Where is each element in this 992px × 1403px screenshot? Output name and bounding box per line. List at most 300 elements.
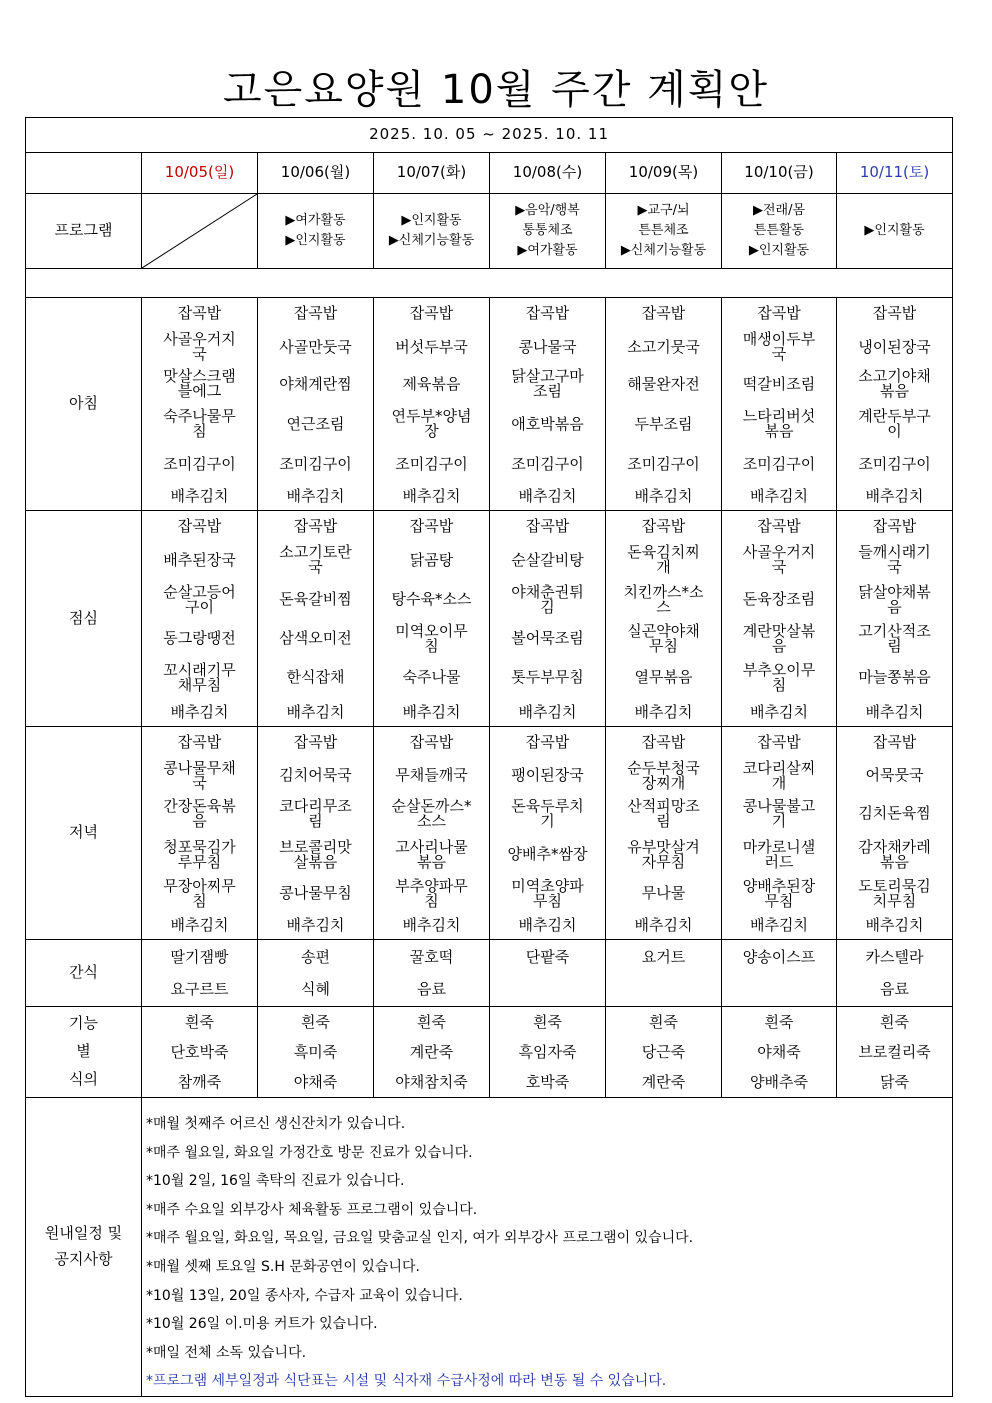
diet-label-line: 기능 xyxy=(69,1014,98,1033)
diet-list xyxy=(258,1008,373,1097)
page-title: 고은요양원 10월 주간 계획안 xyxy=(222,67,770,113)
program-cell xyxy=(722,194,837,269)
diet-list xyxy=(837,1008,952,1097)
lunch-item-text: 잡곡밥 xyxy=(641,517,686,535)
lunch-item-text: 고기산적조림 xyxy=(858,621,931,655)
lunch-item-text: 배추김치 xyxy=(518,702,577,721)
lunch-item-text: 야채춘권튀김 xyxy=(511,582,584,616)
lunch-item-text: 배추김치 xyxy=(865,702,924,721)
breakfast-item-text: 매생이두부국 xyxy=(742,330,816,363)
corner-cell xyxy=(26,153,142,194)
diet-item-text: 계란죽 xyxy=(641,1072,686,1091)
day-header: 10/08(수) xyxy=(490,153,606,194)
program-cell xyxy=(490,194,606,269)
dinner-item xyxy=(142,876,257,912)
lunch-item-text: 닭곰탕 xyxy=(409,550,454,569)
lunch-item-text: 배추김치 xyxy=(402,702,461,721)
breakfast-item-text: 배추김치 xyxy=(865,487,924,505)
lunch-item-text: 치킨까스*소스 xyxy=(623,582,704,616)
dinner-item xyxy=(258,794,373,834)
notice-item: *매월 셋째 토요일 S.H 문화공연이 있습니다. xyxy=(146,1258,420,1275)
diet-item xyxy=(722,1038,836,1068)
snack-item-text: 송편 xyxy=(301,947,330,966)
diet-label-line: 식의 xyxy=(69,1069,98,1088)
lunch-item xyxy=(258,621,373,657)
snack-row xyxy=(26,940,953,1007)
dinner-item-text: 콩나물불고기 xyxy=(742,796,816,830)
dinner-item-text: 감자채카레볶음 xyxy=(858,837,931,871)
dinner-item xyxy=(142,758,257,794)
lunch-item xyxy=(374,699,489,726)
diet-list xyxy=(142,1008,257,1097)
snack-list xyxy=(606,941,721,1006)
lunch-item xyxy=(374,512,489,542)
lunch-item xyxy=(490,621,605,657)
lunch-cell xyxy=(142,511,258,727)
breakfast-list xyxy=(837,299,952,510)
breakfast-cell xyxy=(258,298,374,511)
breakfast-item xyxy=(490,329,605,366)
breakfast-item xyxy=(258,403,373,446)
dinner-item-text: 미역초양파무침 xyxy=(511,876,584,910)
dinner-list xyxy=(837,728,952,939)
lunch-item xyxy=(837,542,952,579)
diet-item xyxy=(490,1008,605,1038)
lunch-item-text: 실곤약야채무침 xyxy=(627,621,700,655)
dinner-item xyxy=(722,834,836,876)
breakfast-item xyxy=(490,484,605,510)
lunch-item xyxy=(142,699,257,726)
breakfast-item-text: 잡곡밥 xyxy=(641,304,686,322)
diet-cell xyxy=(142,1007,258,1098)
diet-item-text: 흑미죽 xyxy=(293,1043,338,1061)
dinner-item xyxy=(490,876,605,912)
lunch-item xyxy=(722,542,836,579)
lunch-item xyxy=(490,699,605,726)
diet-item xyxy=(722,1068,836,1097)
breakfast-item xyxy=(490,366,605,403)
diet-item-text: 양배추죽 xyxy=(750,1072,808,1091)
breakfast-item xyxy=(258,366,373,403)
breakfast-cell xyxy=(374,298,490,511)
lunch-item xyxy=(490,657,605,699)
dinner-row xyxy=(26,727,953,940)
program-empty-cell xyxy=(142,194,258,269)
dinner-cell xyxy=(837,727,953,940)
breakfast-item xyxy=(606,484,721,510)
diet-item xyxy=(374,1038,489,1068)
breakfast-item-text: 배추김치 xyxy=(518,487,577,505)
dinner-item-text: 배추김치 xyxy=(750,915,808,934)
lunch-cell xyxy=(722,511,837,727)
diet-item-text: 계란죽 xyxy=(409,1043,454,1061)
notice-row xyxy=(26,1098,953,1397)
program-item: ▶음악/행복 xyxy=(515,202,580,218)
breakfast-item xyxy=(374,366,489,403)
breakfast-item-text: 잡곡밥 xyxy=(293,304,338,322)
diet-label xyxy=(26,1007,142,1098)
lunch-item-text: 삼색오미전 xyxy=(279,629,352,647)
dinner-list xyxy=(258,728,373,939)
diet-item-text: 당근죽 xyxy=(641,1043,686,1061)
program-list xyxy=(490,201,605,261)
dinner-item-text: 배추김치 xyxy=(170,915,229,934)
lunch-item-text: 잡곡밥 xyxy=(872,517,917,535)
lunch-item xyxy=(142,579,257,621)
notice-list xyxy=(142,1098,952,1396)
diet-list xyxy=(722,1008,836,1097)
lunch-item-text: 잡곡밥 xyxy=(525,517,570,535)
lunch-item xyxy=(606,512,721,542)
dinner-item-text: 간장돈육볶음 xyxy=(163,796,236,830)
dinner-label: 저녁 xyxy=(26,727,142,940)
dinner-item xyxy=(374,728,489,758)
program-list xyxy=(258,211,373,251)
lunch-item xyxy=(258,542,373,579)
breakfast-item xyxy=(837,484,952,510)
breakfast-item-text: 닭살고구마조림 xyxy=(511,367,584,400)
lunch-item-text: 배추된장국 xyxy=(163,550,236,569)
notice-label-line: 원내일정 및 xyxy=(44,1224,123,1243)
dinner-item-text: 코다리무조림 xyxy=(279,796,352,830)
dinner-item-text: 어묵뭇국 xyxy=(865,766,924,784)
lunch-item-text: 돈육갈비찜 xyxy=(279,590,352,608)
dinner-list xyxy=(374,728,489,939)
dinner-item xyxy=(258,834,373,876)
lunch-item-text: 미역오이무침 xyxy=(395,621,468,655)
diet-item-text: 닭죽 xyxy=(880,1072,910,1091)
breakfast-item-text: 배추김치 xyxy=(286,487,345,505)
dinner-item xyxy=(490,834,605,876)
lunch-list xyxy=(837,512,952,726)
dinner-item xyxy=(837,794,952,834)
diet-item xyxy=(258,1038,373,1068)
dinner-item xyxy=(490,728,605,758)
notice-item: *프로그램 세부일정과 식단표는 시설 및 식자재 수급사정에 따라 변동 될 수 있습니다. xyxy=(146,1373,667,1390)
lunch-item xyxy=(606,699,721,726)
dinner-item-text: 무장아찌무침 xyxy=(163,876,236,910)
breakfast-item-text: 조미김구이 xyxy=(163,455,236,473)
dinner-item xyxy=(490,912,605,939)
lunch-item-text: 꼬시래기무채무침 xyxy=(163,660,236,694)
breakfast-item-text: 연두부*양념장 xyxy=(391,407,472,440)
lunch-item-text: 동그랑땡전 xyxy=(163,629,236,647)
snack-item xyxy=(374,941,489,974)
dinner-item-text: 콩나물무침 xyxy=(279,884,352,902)
breakfast-item xyxy=(374,446,489,484)
diet-cell xyxy=(374,1007,490,1098)
lunch-list xyxy=(606,512,721,726)
dinner-item-text: 배추김치 xyxy=(865,915,924,934)
lunch-item xyxy=(142,512,257,542)
diet-item xyxy=(142,1008,257,1038)
lunch-cell xyxy=(606,511,722,727)
dinner-item xyxy=(258,758,373,794)
program-cell xyxy=(258,194,374,269)
breakfast-item xyxy=(837,299,952,329)
lunch-list xyxy=(490,512,605,726)
program-item: ▶신체기능활동 xyxy=(388,233,475,248)
lunch-item xyxy=(606,579,721,621)
breakfast-item xyxy=(258,446,373,484)
breakfast-item-text: 조미김구이 xyxy=(395,455,468,473)
lunch-cell xyxy=(490,511,606,727)
lunch-item xyxy=(374,657,489,699)
program-cell xyxy=(837,194,953,269)
lunch-list xyxy=(374,512,489,726)
lunch-item xyxy=(142,621,257,657)
lunch-item xyxy=(142,542,257,579)
snack-item xyxy=(258,974,373,1006)
breakfast-item-text: 사골우거지국 xyxy=(163,330,236,363)
snack-item-text: 양송이스프 xyxy=(742,947,816,966)
breakfast-item xyxy=(142,446,257,484)
breakfast-item-text: 배추김치 xyxy=(402,487,461,505)
dinner-item-text: 돈육두루치기 xyxy=(511,796,584,830)
dinner-item-text: 잡곡밥 xyxy=(409,733,454,751)
lunch-item-text: 잡곡밥 xyxy=(757,517,801,535)
snack-cell xyxy=(142,940,258,1007)
lunch-item xyxy=(258,699,373,726)
snack-item-text: 단팥죽 xyxy=(525,947,570,966)
day-header: 10/05(일) xyxy=(142,153,258,194)
dinner-item xyxy=(142,834,257,876)
dinner-item xyxy=(490,758,605,794)
program-item: ▶여가활동 xyxy=(285,212,346,228)
dinner-cell xyxy=(142,727,258,940)
snack-list xyxy=(258,941,373,1006)
lunch-item-text: 잡곡밥 xyxy=(409,517,454,535)
dinner-item-text: 순두부청국장찌개 xyxy=(627,758,700,792)
breakfast-item-text: 두부조림 xyxy=(634,414,693,433)
lunch-item-text: 열무볶음 xyxy=(634,668,693,686)
snack-item-text: 요거트 xyxy=(641,947,686,966)
lunch-item xyxy=(374,579,489,621)
dinner-item xyxy=(374,876,489,912)
dinner-item xyxy=(722,912,836,939)
breakfast-list xyxy=(722,299,836,510)
lunch-item xyxy=(374,542,489,579)
lunch-item xyxy=(722,621,836,657)
dinner-item-text: 마카로니샐러드 xyxy=(742,837,816,871)
breakfast-item-text: 조미김구이 xyxy=(858,455,931,473)
breakfast-item xyxy=(258,329,373,366)
day-header: 10/11(토) xyxy=(837,153,953,194)
dinner-item xyxy=(606,912,721,939)
diet-item-text: 흰죽 xyxy=(649,1013,678,1031)
diet-item xyxy=(606,1038,721,1068)
program-item: ▶인지활동 xyxy=(285,233,346,248)
notice-label-line: 공지사항 xyxy=(54,1249,113,1268)
breakfast-item xyxy=(258,299,373,329)
snack-list xyxy=(374,941,489,1006)
dinner-item-text: 무나물 xyxy=(641,884,686,902)
dinner-item-text: 고사리나물볶음 xyxy=(395,837,468,871)
notice-label xyxy=(26,1098,142,1397)
program-label: 프로그램 xyxy=(26,194,142,269)
breakfast-item-text: 숙주나물무침 xyxy=(163,407,236,440)
breakfast-item xyxy=(837,366,952,403)
dinner-list xyxy=(722,728,836,939)
breakfast-item xyxy=(722,329,836,366)
dinner-item-text: 브로콜리맛살볶음 xyxy=(279,837,352,871)
diet-item-text: 흰죽 xyxy=(301,1013,330,1031)
notice-item: *매월 첫째주 어르신 생신잔치가 있습니다. xyxy=(146,1116,406,1132)
diet-item xyxy=(490,1068,605,1097)
program-cell xyxy=(374,194,490,269)
diet-item-text: 흰죽 xyxy=(880,1013,910,1031)
snack-list xyxy=(722,941,836,1006)
dinner-item xyxy=(606,728,721,758)
lunch-item-text: 소고기토란국 xyxy=(279,543,352,576)
breakfast-item xyxy=(374,484,489,510)
breakfast-item xyxy=(837,403,952,446)
dinner-item-text: 잡곡밥 xyxy=(177,733,222,751)
diet-item xyxy=(258,1008,373,1038)
snack-item-text: 요구르트 xyxy=(170,980,229,998)
lunch-item xyxy=(837,621,952,657)
dinner-item xyxy=(374,794,489,834)
breakfast-cell xyxy=(606,298,722,511)
dinner-item-text: 김치어묵국 xyxy=(279,766,352,784)
lunch-item xyxy=(606,657,721,699)
lunch-item-text: 잡곡밥 xyxy=(177,517,222,535)
diet-item xyxy=(606,1008,721,1038)
dinner-list xyxy=(142,728,257,939)
breakfast-item xyxy=(606,403,721,446)
program-cell xyxy=(606,194,722,269)
snack-item xyxy=(837,941,952,974)
diet-item-text: 야채죽 xyxy=(293,1072,338,1091)
diet-item xyxy=(374,1008,489,1038)
diet-item xyxy=(837,1008,952,1038)
lunch-list xyxy=(142,512,257,726)
diet-item xyxy=(374,1068,489,1097)
lunch-item xyxy=(722,657,836,699)
snack-item xyxy=(142,974,257,1006)
breakfast-item-text: 잡곡밥 xyxy=(409,304,454,322)
lunch-list xyxy=(258,512,373,726)
program-item: ▶신체기능활동 xyxy=(620,243,707,259)
breakfast-item-text: 애호박볶음 xyxy=(511,414,584,433)
notice-item: *매주 수요일 외부강사 체육활동 프로그램이 있습니다. xyxy=(146,1201,478,1218)
day-header: 10/10(금) xyxy=(722,153,837,194)
dinner-item-text: 청포묵김가루무침 xyxy=(163,837,236,871)
lunch-item-text: 돈육장조림 xyxy=(742,590,816,608)
lunch-item-text: 순살고등어구이 xyxy=(163,582,236,616)
diet-item-text: 흰죽 xyxy=(417,1013,446,1031)
dinner-list xyxy=(606,728,721,939)
lunch-item-text: 한식잡채 xyxy=(286,668,345,686)
dinner-cell xyxy=(258,727,374,940)
weekly-plan-table xyxy=(25,117,953,1397)
lunch-item-text: 탕수육*소스 xyxy=(391,590,472,608)
breakfast-item-text: 떡갈비조림 xyxy=(742,374,816,393)
lunch-item xyxy=(837,579,952,621)
lunch-item xyxy=(258,657,373,699)
breakfast-item-text: 계란두부구이 xyxy=(858,407,931,440)
dinner-cell xyxy=(722,727,837,940)
breakfast-item-text: 배추김치 xyxy=(750,487,808,505)
snack-cell xyxy=(490,940,606,1007)
breakfast-item-text: 잡곡밥 xyxy=(525,304,570,322)
breakfast-item-text: 콩나물국 xyxy=(518,337,577,356)
diet-item xyxy=(606,1068,721,1097)
dinner-item xyxy=(722,876,836,912)
diet-item xyxy=(837,1068,952,1097)
day-header: 10/06(월) xyxy=(258,153,374,194)
breakfast-item xyxy=(722,366,836,403)
diet-list xyxy=(490,1008,605,1097)
breakfast-item xyxy=(722,403,836,446)
diet-item-text: 야채참치죽 xyxy=(395,1072,468,1091)
dinner-item-text: 배추김치 xyxy=(286,915,345,934)
breakfast-item-text: 사골만둣국 xyxy=(279,337,352,356)
program-item: ▶교구/뇌 xyxy=(637,202,690,218)
lunch-item-text: 배추김치 xyxy=(170,702,229,721)
dinner-item-text: 양배추된장무침 xyxy=(742,876,816,910)
notice-item: *매주 월요일, 화요일, 목요일, 금요일 맞춤교실 인지, 여가 외부강사 프로그램이 있습니다. xyxy=(146,1230,694,1247)
dinner-item-text: 배추김치 xyxy=(402,915,461,934)
diet-item xyxy=(142,1038,257,1068)
diet-item xyxy=(142,1068,257,1097)
breakfast-item xyxy=(374,403,489,446)
lunch-item-text: 부추오이무침 xyxy=(742,660,816,694)
lunch-item xyxy=(722,579,836,621)
lunch-item-text: 배추김치 xyxy=(286,702,345,721)
breakfast-item xyxy=(142,299,257,329)
breakfast-item-text: 잡곡밥 xyxy=(872,304,917,322)
breakfast-item xyxy=(722,299,836,329)
dinner-item xyxy=(490,794,605,834)
program-item: ▶전래/몸 xyxy=(752,202,806,218)
dinner-item xyxy=(837,912,952,939)
snack-item-text: 음료 xyxy=(880,980,910,998)
diet-item-text: 단호박죽 xyxy=(170,1043,229,1061)
program-item: 튼튼체조 xyxy=(638,222,689,238)
breakfast-item-text: 제육볶음 xyxy=(402,374,461,393)
snack-cell xyxy=(606,940,722,1007)
program-item: ▶인지활동 xyxy=(864,222,925,238)
dinner-item-text: 도토리묵김치무침 xyxy=(858,876,931,910)
snack-item xyxy=(490,941,605,974)
lunch-item-text: 순살갈비탕 xyxy=(511,550,584,569)
breakfast-item xyxy=(837,446,952,484)
breakfast-item-text: 잡곡밥 xyxy=(757,304,801,322)
program-item: ▶여가활동 xyxy=(517,243,578,259)
program-item: ▶인지활동 xyxy=(401,212,462,228)
lunch-item xyxy=(606,542,721,579)
snack-cell xyxy=(258,940,374,1007)
dinner-item xyxy=(374,758,489,794)
notice-item: *매주 월요일, 화요일 가정간호 방문 진료가 있습니다. xyxy=(146,1144,473,1161)
breakfast-list xyxy=(374,299,489,510)
dinner-item-text: 잡곡밥 xyxy=(872,733,917,751)
snack-item xyxy=(722,974,836,1006)
dinner-item-text: 배추김치 xyxy=(518,915,577,934)
breakfast-row xyxy=(26,298,953,511)
dinner-item-text: 콩나물무채국 xyxy=(163,758,236,792)
dinner-item-text: 잡곡밥 xyxy=(757,733,801,751)
program-item: 튼튼활동 xyxy=(753,222,805,238)
diet-row xyxy=(26,1007,953,1098)
dinner-item xyxy=(837,728,952,758)
breakfast-item xyxy=(374,299,489,329)
lunch-item-text: 볼어묵조림 xyxy=(511,629,584,647)
breakfast-item-text: 소고기뭇국 xyxy=(627,337,700,356)
snack-item-text: 식혜 xyxy=(301,980,330,998)
snack-item xyxy=(722,941,836,974)
